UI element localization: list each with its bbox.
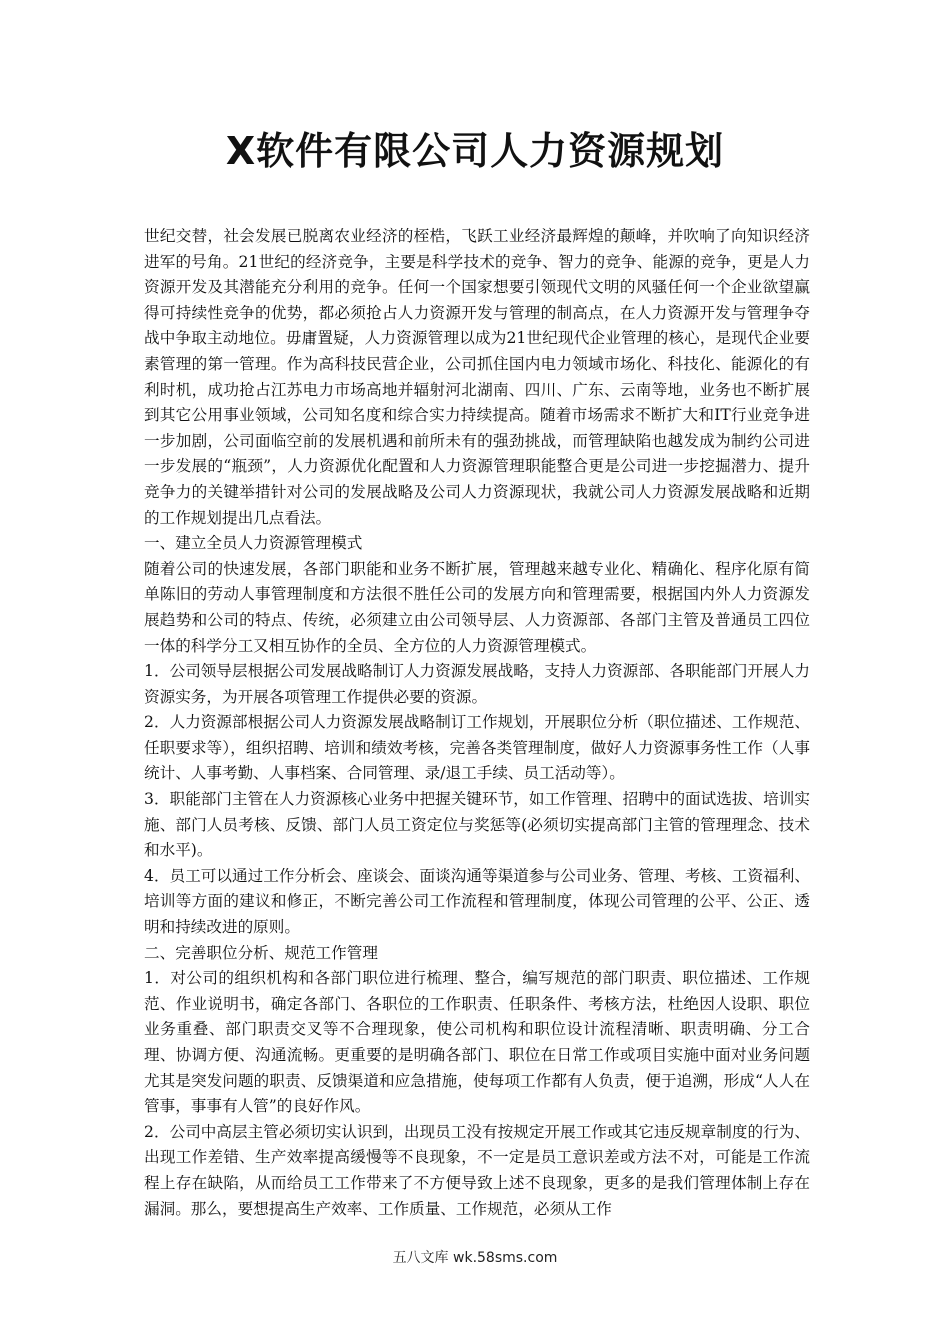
section-2-item-1: 1．对公司的组织机构和各部门职位进行梳理、整合，编写规范的部门职责、职位描述、工作规范、作业说明书，确定各部门、各职位的工作职责、任职条件、考核方法，杜绝因人设职、职位业务重叠、部门职责交叉等不合理现象，使公司机构和职位设计流程清晰、职责明确、分工合理、协调方便、沟通流畅。更重要的是明确各部门、职位在日常工作或项目实施中面对业务问题尤其是突发问题的职责、反馈渠道和应急措施，使每项工作都有人负责，便于追溯，形成“人人在管事，事事有人管”的良好作风。 [144, 969, 810, 1116]
document-title: X软件有限公司人力资源规划 [225, 129, 725, 173]
document-body [144, 224, 810, 1222]
section-heading-2: 二、完善职位分析、规范工作管理 [144, 943, 378, 962]
section-1-item-4: 4．员工可以通过工作分析会、座谈会、面谈沟通等渠道参与公司业务、管理、考核、工资福利、培训等方面的建议和修正，不断完善公司工作流程和管理制度，体现公司管理的公平、公正、透明和持续改进的原则。 [144, 866, 810, 937]
intro-paragraph: 世纪交替，社会发展已脱离农业经济的桎梏，飞跃工业经济最辉煌的颠峰，并吹响了向知识经济进军的号角。21世纪的经济竞争，主要是科学技术的竞争、智力的竞争、能源的竞争，更是人力资源开发及其潜能充分利用的竞争。任何一个国家想要引领现代文明的风骚任何一个企业欲望赢得可持续性竞争的优势，都必须抢占人力资源开发与管理的制高点，在人力资源开发与管理争夺战中争取主动地位。毋庸置疑，人力资源管理以成为21世纪现代企业管理的核心，是现代企业要素管理的第一管理。作为高科技民营企业，公司抓住国内电力领域市场化、科技化、能源化的有利时机，成功抢占江苏电力市场高地并辐射河北湖南、四川、广东、云南等地，业务也不断扩展到其它公用事业领域，公司知名度和综合实力持续提高。随着市场需求不断扩大和IT行业竞争进一步加剧，公司面临空前的发展机遇和前所未有的强劲挑战，而管理缺陷也越发成为制约公司进一步发展的“瓶颈”，人力资源优化配置和人力资源管理职能整合更是公司进一步挖掘潜力、提升竞争力的关键举措针对公司的发展战略及公司人力资源现状，我就公司人力资源发展战略和近期的工作规划提出几点看法。 [144, 227, 810, 527]
section-1-paragraph: 随着公司的快速发展，各部门职能和业务不断扩展，管理越来越专业化、精确化、程序化原有简单陈旧的劳动人事管理制度和方法很不胜任公司的发展方向和管理需要，根据国内外人力资源发展趋势和公司的特点、传统，必须建立由公司领导层、人力资源部、各部门主管及普通员工四位一体的科学分工又相互协作的全员、全方位的人力资源管理模式。 [144, 559, 810, 655]
section-1-item-2: 2．人力资源部根据公司人力资源发展战略制订工作规划，开展职位分析（职位描述、工作规范、任职要求等），组织招聘、培训和绩效考核，完善各类管理制度，做好人力资源事务性工作（人事统计、人事考勤、人事档案、合同管理、录/退工手续、员工活动等）。 [144, 713, 810, 783]
section-1-item-1: 1．公司领导层根据公司发展战略制订人力资源发展战略，支持人力资源部、各职能部门开展人力资源实务，为开展各项管理工作提供必要的资源。 [144, 662, 810, 706]
section-1-item-3: 3．职能部门主管在人力资源核心业务中把握关键环节，如工作管理、招聘中的面试选拔、培训实施、部门人员考核、反馈、部门人员工资定位与奖惩等(必须切实提高部门主管的管理理念、技术和水平)。 [144, 790, 810, 860]
page-footer: 五八文库 wk.58sms.com [392, 1250, 558, 1266]
section-heading-1: 一、建立全员人力资源管理模式 [144, 534, 363, 553]
section-2-item-2: 2．公司中高层主管必须切实认识到，出现员工没有按规定开展工作或其它违反规章制度的行为、出现工作差错、生产效率提高缓慢等不良现象，不一定是员工意识差或方法不对，可能是工作流程上存在缺陷，从而给员工工作带来了不方便导致上述不良现象，更多的是我们管理体制上存在漏洞。那么，要想提高生产效率、工作质量、工作规范，必须从工作 [144, 1122, 810, 1218]
